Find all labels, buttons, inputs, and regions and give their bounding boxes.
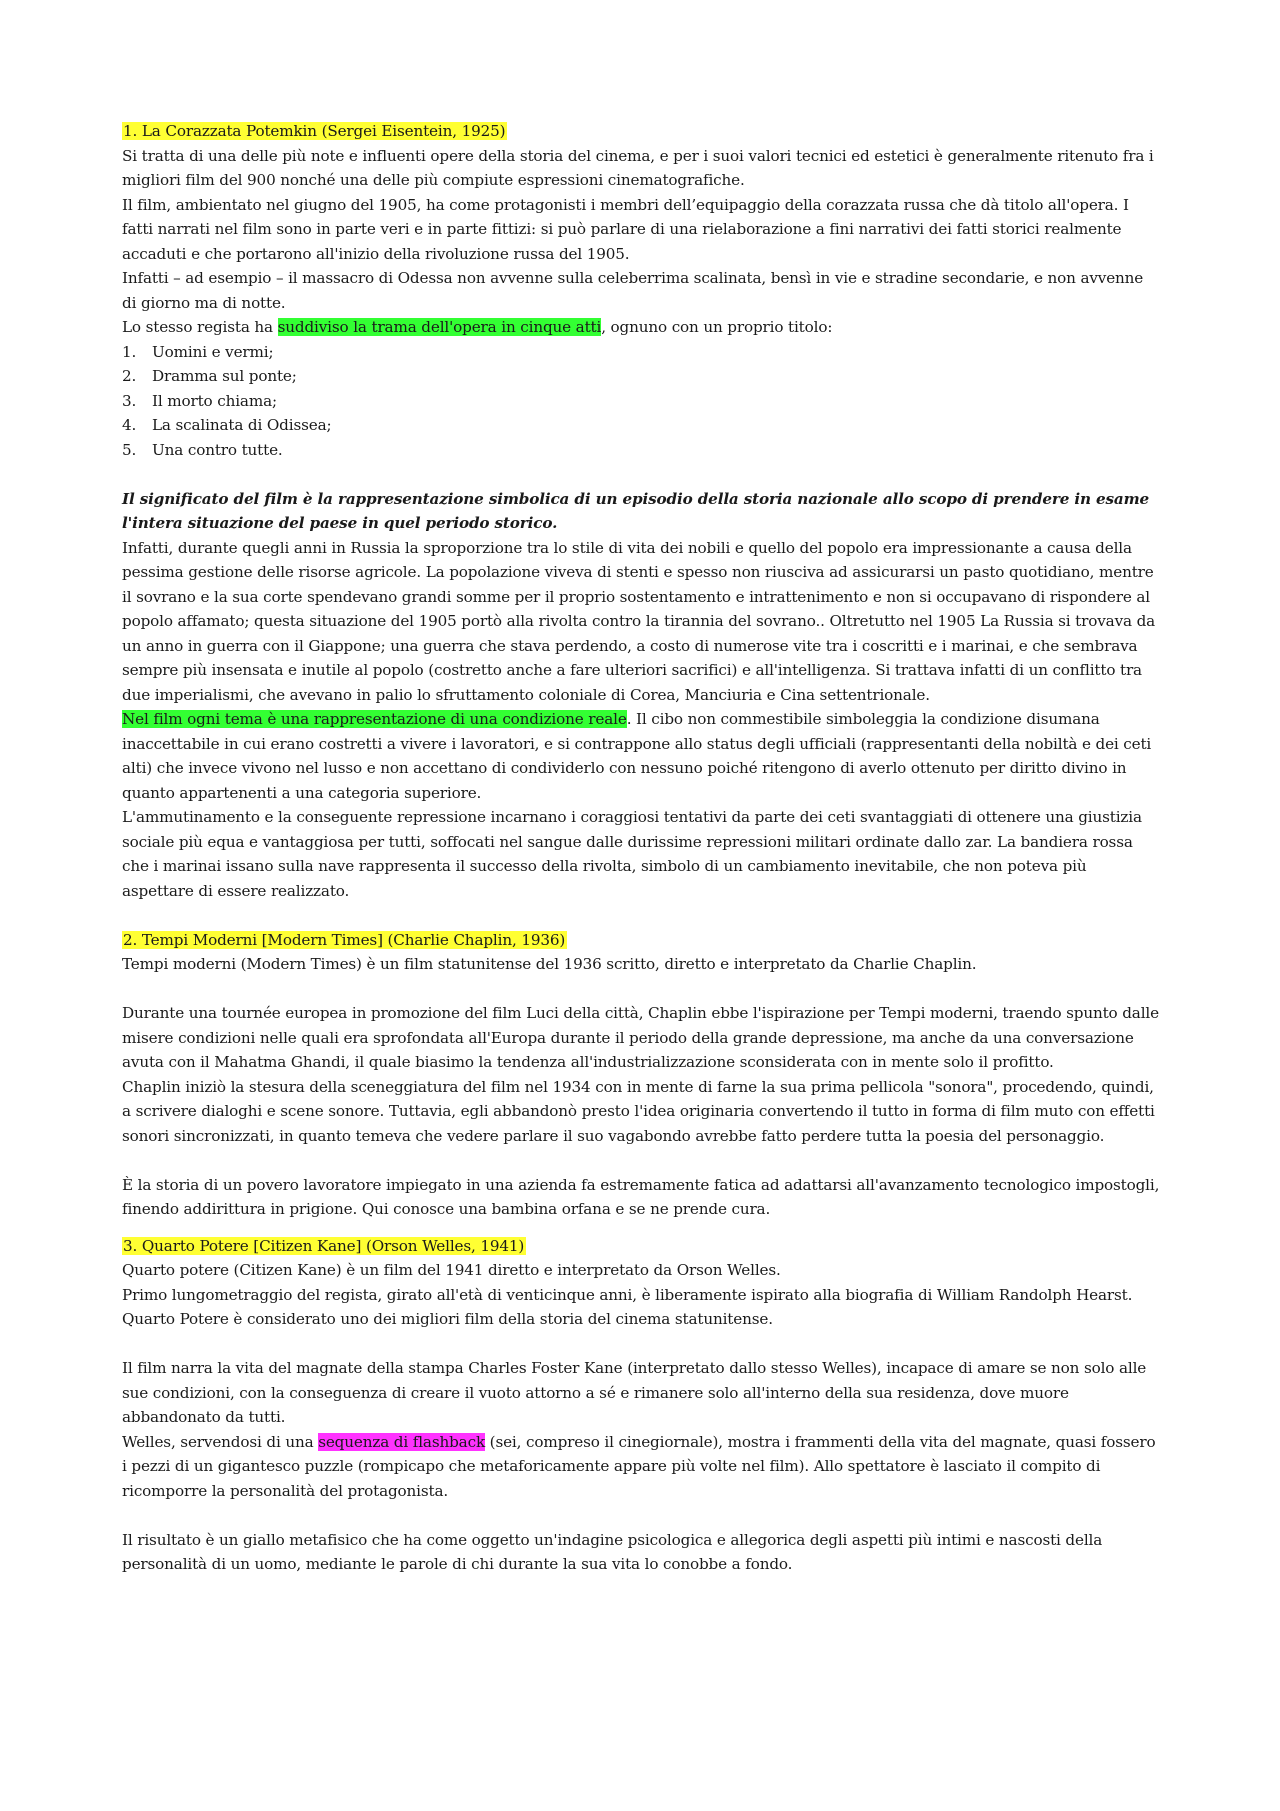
section3-paragraph-1: Quarto potere (Citizen Kane) è un film del 1941 diretto e interpretato da Orson Welles. [122, 1261, 781, 1279]
spacer [122, 462, 1162, 487]
section2-paragraph-3: Chaplin iniziò la stesura della sceneggiatura del film nel 1934 con in mente di farne la sua prima pellicola "sonora", procedendo, quindi, a scrivere dialoghi e scene sonore. Tuttavia, egli abbandonò presto l'idea originaria convertendo il tutto in forma di film muto con effetti sonori sincronizzati, in quanto temeva che vedere parlare il suo vagabondo avrebbe fatto perdere tutta la poesia del personaggio. [122, 1077, 1155, 1145]
section1-meaning: Il significato del film è la rappresentazione simbolica di un episodio della storia nazionale allo scopo di prendere in esame l'intera situazione del paese in quel periodo storico. [122, 489, 1150, 532]
section2-paragraph-1: Tempi moderni (Modern Times) è un film statunitense del 1936 scritto, diretto e interpretato da Charlie Chaplin. [122, 955, 977, 973]
section3-paragraph-6: Il risultato è un giallo metafisico che ha come oggetto un'indagine psicologica e allegorica degli aspetti più intimi e nascosti della personalità di un uomo, mediante le parole di chi durante la sua vita lo conobbe a fondo. [122, 1530, 1103, 1573]
section3-paragraph-2: Primo lungometraggio del regista, girato all'età di venticinque anni, è liberamente ispirato alla biografia di William Randolph Hearst. [122, 1285, 1133, 1304]
section1-paragraph-5: Infatti, durante quegli anni in Russia la sproporzione tra lo stile di vita dei nobili e quello del popolo era impressionante a causa della pessima gestione delle risorse agricole. La popolazione viveva di stenti e spesso non riusciva ad assicurarsi un pasto quotidiano, mentre il sovrano e la sua corte spendevano grandi somme per il proprio sostentamento e intrattenimento e non si occupavano di rispondere al popolo affamato; questa situazione del 1905 portò alla rivolta contro la tirannia del sovrano.. Oltretutto nel 1905 La Russia si trovava da un anno in guerra con il Giappone; una guerra che stava perdendo, a costo di numerose vite tra i coscritti e i marinai, e che sembrava sempre più insensata e inutile al popolo (costretto anche a fare ulteriori sacrifici) e all'intelligenza. Si trattava infatti di un conflitto tra due imperialismi, che avevano in palio lo sfruttamento coloniale di Corea, Manciuria e Cina settentrionale. [122, 538, 1156, 704]
section1-paragraph-3: Infatti – ad esempio – il massacro di Odessa non avvenne sulla celeberrima scalinata, bensì in vie e stradine secondarie, e non avvenne di giorno ma di notte. [122, 269, 1144, 312]
list-item: 3. Il morto chiama; [122, 391, 277, 410]
section2-paragraph-4: È la storia di un povero lavoratore impiegato in una azienda fa estremamente fatica ad adattarsi all'avanzamento tecnologico impostogli, finendo addirittura in prigione. Qui conosce una bambina orfana e se ne prende cura. [122, 1175, 1160, 1218]
section3-paragraph-5: Welles, servendosi di una sequenza di flashback (sei, compreso il cinegiornale), mostra i frammenti della vita del magnate, quasi fossero i pezzi di un gigantesco puzzle (rompicapo che metaforicamente appare più volte nel film). Allo spettatore è lasciato il compito di ricomporre la personalità del protagonista. [122, 1432, 1156, 1500]
spacer [122, 1222, 1162, 1234]
section3-paragraph-4: Il film narra la vita del magnate della stampa Charles Foster Kane (interpretato dallo stesso Welles), incapace di amare se non solo alle sue condizioni, con la conseguenza di creare il vuoto attorno a sé e rimanere solo all'interno della sua residenza, dove muore abbandonato da tutti. [122, 1359, 1147, 1426]
list-item: 2. Dramma sul ponte; [122, 367, 297, 385]
section3-heading [122, 1234, 1162, 1259]
section1-paragraph-4: Lo stesso regista ha suddiviso la trama dell'opera in cinque atti, ognuno con un proprio titolo: [122, 318, 833, 336]
spacer [122, 1332, 1162, 1357]
spacer [122, 903, 1162, 928]
section2-heading [122, 928, 1162, 953]
spacer [122, 977, 1162, 1002]
section1-heading [122, 119, 1162, 144]
list-item: 1. Uomini e vermi; [122, 342, 274, 361]
section1-heading-highlight: 1. La Corazzata Potemkin (Sergei Eisentein, 1925) [123, 122, 506, 140]
section3-heading-highlight: 3. Quarto Potere [Citizen Kane] (Orson Welles, 1941) [123, 1236, 525, 1255]
document-page [122, 119, 1162, 1577]
section1-paragraph-2: Il film, ambientato nel giugno del 1905, ha come protagonisti i membri dell’equipaggio della corazzata russa che dà titolo all'opera. I fatti narrati nel film sono in parte veri e in parte fittizi: si può parlare di una rielaborazione a fini narrativi dei fatti storici realmente accaduti e che portarono all'inizio della rivoluzione russa del 1905. [122, 195, 1129, 263]
section1-paragraph-7: L'ammutinamento e la conseguente repressione incarnano i coraggiosi tentativi da parte dei ceti svantaggiati di ottenere una giustizia sociale più equa e vantaggiosa per tutti, soffocati nel sangue dalle durissime repressioni militari ordinate dallo zar. La bandiera rossa che i marinai issano sulla nave rappresenta il successo della rivolta, simbolo di un cambiamento inevitabile, che non poteva più aspettare di essere realizzato. [122, 808, 1142, 900]
highlight-real-condition: Nel film ogni tema è una rappresentazione di una condizione reale [122, 710, 627, 728]
spacer [122, 1148, 1162, 1173]
list-item: 4. La scalinata di Odissea; [122, 416, 332, 434]
highlight-five-acts: suddiviso la trama dell'opera in cinque atti [277, 318, 602, 336]
section1-paragraph-6: Nel film ogni tema è una rappresentazione di una condizione reale. Il cibo non commestibile simboleggia la condizione disumana inaccettabile in cui erano costretti a vivere i lavoratori, e si contrappone allo status degli ufficiali (rappresentanti della nobiltà e dei ceti alti) che invece vivono nel lusso e non accettano di condividerlo con nessuno poiché ritengono di averlo ottenuto per diritto divino in quanto appartenenti a una categoria superiore. [122, 710, 1152, 802]
acts-list [122, 340, 1162, 463]
spacer [122, 1503, 1162, 1528]
section2-paragraph-2: Durante una tournée europea in promozione del film Luci della città, Chaplin ebbe l'ispirazione per Tempi moderni, traendo spunto dalle misere condizioni nelle quali era sprofondata all'Europa durante il periodo della grande depressione, ma anche da una conversazione avuta con il Mahatma Ghandi, il quale biasimo la tendenza all'industrializzazione sconsiderata con in mente solo il profitto. [122, 1004, 1159, 1071]
list-item: 5. Una contro tutte. [122, 440, 283, 459]
section1-paragraph-1: Si tratta di una delle più note e influenti opere della storia del cinema, e per i suoi valori tecnici ed estetici è generalmente ritenuto fra i migliori film del 900 nonché una delle più compiute espressioni cinematografiche. [122, 146, 1154, 189]
section3-paragraph-3: Quarto Potere è considerato uno dei migliori film della storia del cinema statunitense. [122, 1310, 773, 1328]
section2-heading-highlight: 2. Tempi Moderni [Modern Times] (Charlie Chaplin, 1936) [123, 930, 566, 949]
highlight-flashback: sequenza di flashback [318, 1432, 485, 1451]
